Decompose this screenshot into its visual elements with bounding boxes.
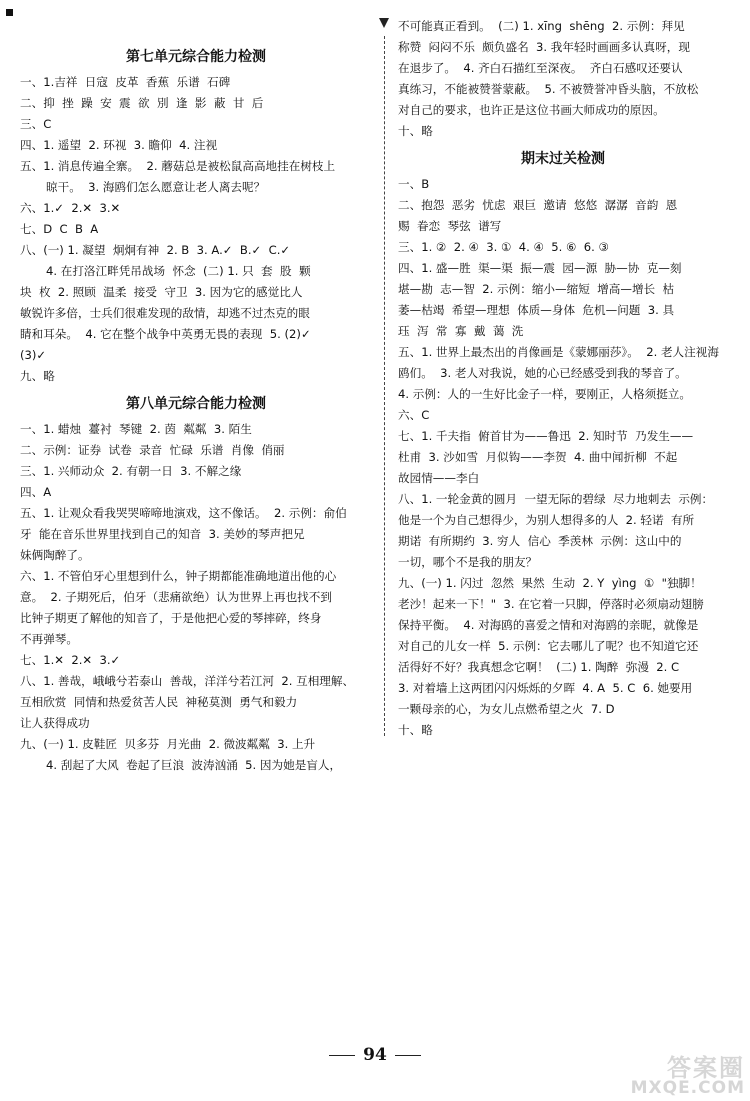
answer-line: 二、抑 挫 躁 安 震 欲 別 逢 影 蔽 甘 后 — [20, 96, 264, 110]
answer-line: 珏 泻 常 寡 戴 蔼 洗 — [398, 324, 524, 338]
answer-line: 真练习，不能被赞誉蒙蔽。 5. 不被赞誉冲昏头脑，不放松 — [398, 82, 699, 96]
answer-line: 萎—枯竭 希望—理想 体质—身体 危机—问题 3. 具 — [398, 303, 675, 317]
answer-line: 比钟子期更了解他的知音了，于是他把心爱的琴摔碎，终身 — [20, 611, 322, 625]
answer-line: 4. 示例：人的一生好比金子一样，要刚正，人格须挺立。 — [398, 387, 691, 401]
answer-line: 一、1.吉祥 日寇 皮革 香蕉 乐谱 石碑 — [20, 75, 231, 89]
answer-line: 3. 对着墙上这两团闪闪烁烁的夕晖 4. A 5. C 6. 她要用 — [398, 681, 693, 695]
answer-line: 十、略 — [398, 124, 433, 138]
answer-line: 三、C — [20, 117, 52, 131]
answer-line: 六、1.✓ 2.✕ 3.✕ — [20, 201, 121, 215]
answer-line: 睛和耳朵。 4. 它在整个战争中英勇无畏的表现 5. (2)✓ — [20, 327, 311, 341]
answer-line: 称赞 闷闷不乐 颇负盛名 3. 我年轻时画画多认真呀，现 — [398, 40, 690, 54]
section7-title: 第七单元综合能力检测 — [126, 49, 266, 65]
answer-line: 五、1. 让观众看我哭哭啼啼地演戏，这不像话。 2. 示例：俞伯 — [20, 506, 347, 520]
answer-line: 意。 2. 子期死后，伯牙（悲痛欲绝）认为世界上再也找不到 — [20, 590, 332, 604]
answer-line: 杜甫 3. 沙如雪 月似钩——李贺 4. 曲中闻折柳 不起 — [398, 450, 678, 464]
column-divider — [384, 36, 385, 736]
answer-line: 八、1. 一轮金黄的圆月 一望无际的碧绿 尽力地刺去 示例： — [398, 492, 714, 506]
answer-line: 三、1. ② 2. ④ 3. ① 4. ④ 5. ⑥ 6. ③ — [398, 240, 609, 254]
answer-line: 九、(一) 1. 皮鞋匠 贝多芬 月光曲 2. 微波粼粼 3. 上升 — [20, 737, 316, 751]
section7-body — [20, 72, 372, 387]
answer-line: 三、1. 兴师动众 2. 有朝一日 3. 不解之缘 — [20, 464, 242, 478]
corner-mark — [6, 9, 13, 16]
answer-line: 七、1.✕ 2.✕ 3.✓ — [20, 653, 121, 667]
section8-title: 第八单元综合能力检测 — [126, 396, 266, 412]
section8-body — [20, 419, 372, 776]
answer-line: 保持平衡。 4. 对海鸥的喜爱之情和对海鸥的亲昵，就像是 — [398, 618, 699, 632]
answer-line: 鸥们。 3. 老人对我说，她的心已经感受到我的琴音了。 — [398, 366, 687, 380]
answer-line: 四、1. 盛—胜 渠—渠 振—震 园—源 胁—协 克—刻 — [398, 261, 682, 275]
page-number-dash-right — [395, 1055, 421, 1056]
answer-line: 他是一个为自己想得少，为别人想得多的人 2. 轻诺 有所 — [398, 513, 695, 527]
column-divider-arrow — [379, 18, 389, 28]
answer-line: 故园情——李白 — [398, 471, 480, 485]
watermark-logo-text: 答案圈 — [667, 1054, 745, 1082]
answer-line: 晾干。 3. 海鸥们怎么愿意让老人离去呢？ — [46, 180, 266, 194]
answer-line: 四、A — [20, 485, 52, 499]
answer-line: 九、略 — [20, 369, 55, 383]
left-column — [20, 40, 372, 776]
answer-line: 八、1. 善哉，峨峨兮若泰山 善哉，洋洋兮若江河 2. 互相理解、 — [20, 674, 355, 688]
page-number-value: 94 — [363, 1045, 387, 1065]
answer-line: 牙 能在音乐世界里找到自己的知音 3. 美妙的琴声把兄 — [20, 527, 305, 541]
answer-line: 敏锐许多倍，士兵们很难发现的敌情，却逃不过杰克的眼 — [20, 306, 310, 320]
answer-line: 赐 眷恋 琴弦 谱写 — [398, 219, 502, 233]
final-body — [398, 174, 728, 741]
answer-line: (3)✓ — [20, 348, 47, 362]
answer-line: 在退步了。 4. 齐白石描红至深夜。 齐白石感叹还要认 — [398, 61, 683, 75]
answer-line: 五、1. 世界上最杰出的肖像画是《蒙娜丽莎》。 2. 老人注视海 — [398, 345, 719, 359]
answer-line: 六、C — [398, 408, 430, 422]
answer-line: 互相欣赏 同情和热爱贫苦人民 神秘莫测 勇气和毅力 — [20, 695, 298, 709]
answer-line: 九、(一) 1. 闪过 忽然 果然 生动 2. Y yìng ① "独脚！ — [398, 576, 702, 590]
site-watermark — [600, 1054, 745, 1098]
answer-line: 不可能真正看到。 (二) 1. xīng shēng 2. 示例：拜见 — [398, 19, 685, 33]
answer-line: 对自己的儿女一样 5. 示例：它去哪儿了呢？也不知道它还 — [398, 639, 699, 653]
final-title: 期末过关检测 — [521, 151, 605, 167]
answer-line: 块 枚 2. 照顾 温柔 接受 守卫 3. 因为它的感觉比人 — [20, 285, 303, 299]
answer-line: 七、1. 千夫指 俯首甘为——鲁迅 2. 知时节 乃发生—— — [398, 429, 694, 443]
answer-line: 老沙！起来一下！" 3. 在它着一只脚，停落时必须扇动翅膀 — [398, 597, 704, 611]
answer-line: 不再弹琴。 — [20, 632, 78, 646]
page-number-dash-left — [329, 1055, 355, 1056]
right-column — [398, 19, 728, 741]
answer-line: 五、1. 消息传遍全寨。 2. 蘑菇总是被松鼠高高地挂在树枝上 — [20, 159, 336, 173]
answer-line: 二、示例：证券 试卷 录音 忙碌 乐谱 肖像 俏丽 — [20, 443, 285, 457]
answer-line: 堪—勘 志—智 2. 示例：缩小—缩短 增高—增长 枯 — [398, 282, 675, 296]
answer-line: 期诺 有所期约 3. 穷人 信心 季羡林 示例：这山中的 — [398, 534, 682, 548]
answer-line: 让人获得成功 — [20, 716, 90, 730]
answer-line: 活得好不好？我真想念它啊！ (二) 1. 陶醉 弥漫 2. C — [398, 660, 680, 674]
answer-line: 4. 刮起了大风 卷起了巨浪 波涛汹涌 5. 因为她是盲人， — [46, 758, 342, 772]
answer-line: 一颗母亲的心，为女儿点燃希望之火 7. D — [398, 702, 615, 716]
answer-line: 十、略 — [398, 723, 433, 737]
answer-line: 四、1. 遥望 2. 环视 3. 瞻仰 4. 注视 — [20, 138, 218, 152]
answer-line: 对自己的要求，也许正是这位书画大师成功的原因。 — [398, 103, 665, 117]
watermark-url: MXQE.COM — [630, 1078, 745, 1098]
answer-line: 一、1. 蜡烛 薹衬 琴键 2. 茵 粼粼 3. 陌生 — [20, 422, 252, 436]
answer-line: 一、B — [398, 177, 430, 191]
answer-line: 六、1. 不管伯牙心里想到什么，钟子期都能准确地道出他的心 — [20, 569, 337, 583]
answer-line: 七、D C B A — [20, 222, 99, 236]
answer-line: 4. 在打洛江畔凭吊战场 怀念 (二) 1. 只 套 股 颗 — [46, 264, 311, 278]
answer-line: 八、(一) 1. 凝望 炯炯有神 2. B 3. A.✓ B.✓ C.✓ — [20, 243, 291, 257]
section8-continued — [398, 16, 728, 142]
answer-line: 一切，哪个不是我的朋友？ — [398, 555, 538, 569]
answer-line: 妹俩陶醉了。 — [20, 548, 90, 562]
answer-line: 二、抱怨 恶劣 忧虑 艰巨 邀请 悠悠 潺潺 音韵 恩 — [398, 198, 678, 212]
